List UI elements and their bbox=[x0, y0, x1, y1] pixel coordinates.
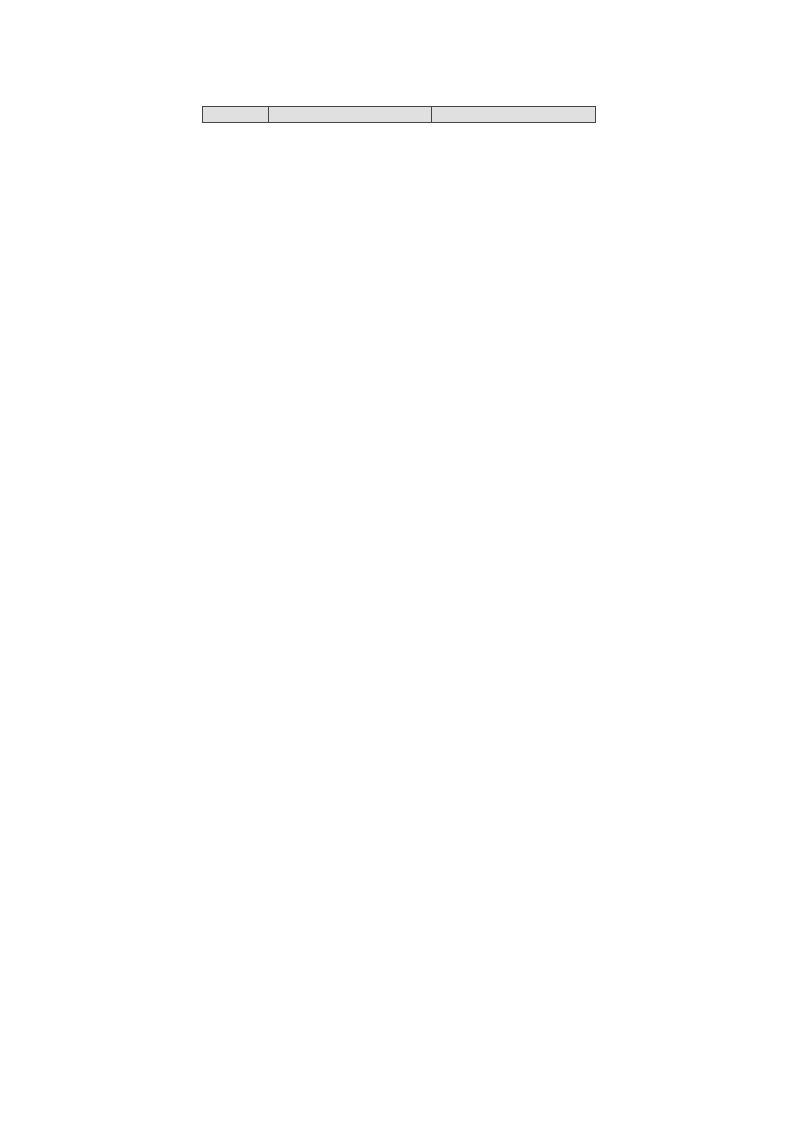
table-header-cell bbox=[203, 107, 269, 123]
metadata-table bbox=[202, 106, 596, 123]
page-content bbox=[118, 96, 684, 123]
table-header-cell bbox=[269, 107, 431, 123]
table-header-cell bbox=[431, 107, 595, 123]
table-header-row bbox=[203, 107, 596, 123]
